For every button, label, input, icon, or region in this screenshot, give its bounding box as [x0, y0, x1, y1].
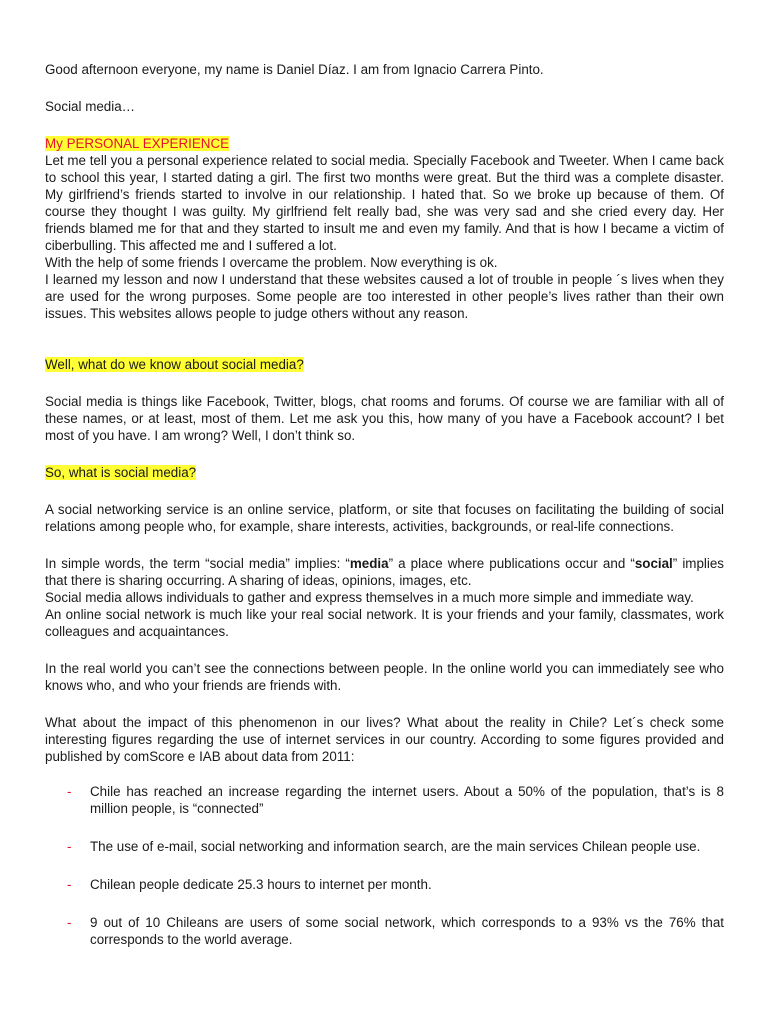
definition-paragraph: A social networking service is an online service, platform, or site that focuses on facilitating the building of social relations among people who, for example, share interests, activities, backgrounds, or real-life connections. [45, 502, 724, 534]
social-term: social [634, 556, 673, 571]
list-item: - Chilean people dedicate 25.3 hours to internet per month. [67, 877, 432, 892]
personal-experience-heading: My PERSONAL EXPERIENCE [45, 136, 230, 151]
dash-marker: - [67, 784, 72, 799]
section-what-heading [45, 464, 724, 481]
personal-paragraph-1: Let me tell you a personal experience related to social media. Specially Facebook and Tweeter. When I came back to school this year, I started dating a girl. The first two months were great. But the third was a complete disaster. My girlfriend’s friends started to involve in our relationship. I hated that. So we broke up because of them. Of course they thought I was guilty. My girlfriend felt really bad, she was very sad and she cried every day. Her friends blamed me for that and they started to insult me and even my family. And that is how I became a victim of ciberbulling. This affected me and I suffered a lot. [45, 153, 724, 253]
what-is-heading: So, what is social media? [45, 465, 197, 480]
network-paragraph: An online social network is much like your real social network. It is your friends and your family, classmates, work colleagues and acquaintances. [45, 607, 724, 639]
dash-marker: - [67, 915, 72, 930]
personal-paragraph-2: With the help of some friends I overcame the problem. Now everything is ok. [45, 255, 498, 270]
section-personal-heading [45, 135, 724, 152]
section-know-heading [45, 356, 724, 373]
list-item: - 9 out of 10 Chileans are users of some social network, which corresponds to a 93% vs the 76% that corresponds to the world average. [67, 915, 724, 947]
personal-paragraph-3: I learned my lesson and now I understand that these websites caused a lot of trouble in people ´s lives when they are used for the wrong purposes. Some people are too interested in other people’s lives rather than their own issues. This websites allows people to judge others without any reason. [45, 272, 724, 321]
know-paragraph-1: Social media is things like Facebook, Twitter, blogs, chat rooms and forums. Of course we are familiar with all of these names, or at least, most of them. Let me ask you this, how many of you have a Facebook account? I bet most of you have. I am wrong? Well, I don’t think so. [45, 394, 724, 443]
intro-paragraph: Good afternoon everyone, my name is Daniel Díaz. I am from Ignacio Carrera Pinto. [45, 62, 544, 77]
dash-marker: - [67, 877, 72, 892]
real-world-paragraph: In the real world you can’t see the connections between people. In the online world you can immediately see who knows who, and who your friends are friends with. [45, 661, 724, 693]
topic-line: Social media… [45, 99, 136, 114]
statistics-list [45, 783, 724, 948]
list-item: - Chile has reached an increase regarding the internet users. About a 50% of the population, that’s is 8 million people, is “connected” [67, 784, 724, 816]
media-term: media [349, 556, 389, 571]
list-item: - The use of e-mail, social networking and information search, are the main services Chilean people use. [67, 839, 701, 854]
gather-paragraph: Social media allows individuals to gather and express themselves in a much more simple and immediate way. [45, 590, 694, 605]
simple-words-paragraph: In simple words, the term “social media” implies: “media” a place where publications occur and “social” implies that there is sharing occurring. A sharing of ideas, opinions, images, etc. [45, 556, 724, 588]
know-about-heading: Well, what do we know about social media? [45, 357, 304, 372]
impact-paragraph: What about the impact of this phenomenon in our lives? What about the reality in Chile? Let´s check some interesting figures regarding the use of internet services in our country. According to some figures provided and published by comScore e IAB about data from 2011: [45, 715, 724, 764]
dash-marker: - [67, 839, 72, 854]
